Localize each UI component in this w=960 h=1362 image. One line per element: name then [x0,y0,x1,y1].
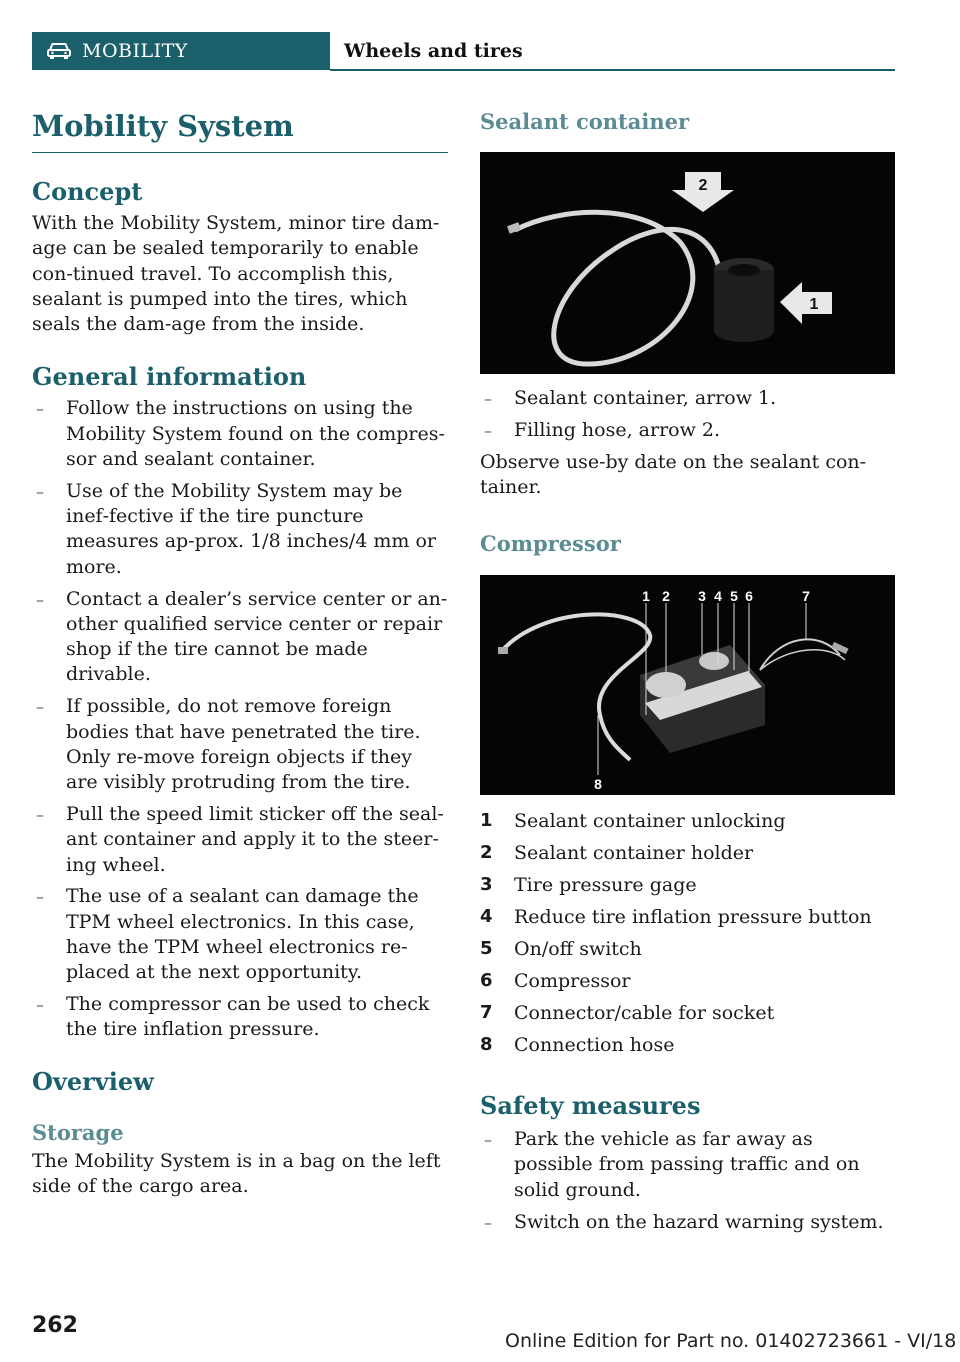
legend-item: 1 Sealant container unlocking [480,810,786,833]
compressor-legend [480,805,895,1061]
list-item: – Park the vehicle as far away as possible from passing traffic and on solid ground. [484,1128,860,1201]
figure-label: 4 [714,588,722,605]
page-header [32,32,895,70]
figure-label: 3 [698,588,706,605]
footer-edition: Online Edition for Part no. 01402723661 - VI/18 [505,1330,957,1352]
overview-heading: Overview [32,1066,154,1096]
figure-label: 2 [698,177,708,194]
figure-label: 6 [745,588,753,605]
figure-label: 2 [662,588,670,605]
page-title: Mobility System [32,109,294,143]
general-list [32,396,448,1042]
sealant-figure [480,152,895,374]
chapter-title: Wheels and tires [344,40,523,62]
section-label: MOBILITY [82,40,188,62]
sealant-heading: Sealant container [480,109,690,134]
legend-item: 4 Reduce tire inflation pressure button [480,906,872,929]
legend-item: 5 On/off switch [480,938,642,961]
right-column [480,100,895,1241]
compressor-figure [480,575,895,795]
general-heading: General information [32,362,307,392]
concept-text: With the Mobility System, minor tire dam‐age can be sealed temporarily to enable con‐tinued travel. To accomplish this, sealant is pumped into the tires, which seals the dam‐age from the inside. [32,212,440,336]
arrow-1-icon [780,282,832,324]
left-column [32,100,448,1199]
list-item: – The compressor can be used to check the tire inflation pressure. [36,993,430,1041]
compressor-illustration [480,575,895,795]
sealant-list [480,386,895,443]
list-item: – Pull the speed limit sticker off the seal‐ant container and apply it to the steer‐ing wheel. [36,802,444,876]
figure-label: 8 [594,776,602,793]
storage-heading: Storage [32,1119,124,1145]
legend-item: 3 Tire pressure gage [480,874,697,897]
figure-label: 7 [802,588,810,605]
compressor-heading: Compressor [480,531,621,557]
legend-item: 6 Compressor [480,970,631,993]
safety-heading: Safety measures [480,1091,701,1121]
list-item: – Sealant container, arrow 1. [484,387,777,409]
concept-heading: Concept [32,177,143,206]
safety-list [480,1127,895,1235]
sealant-illustration [480,152,895,374]
car-icon [46,41,72,61]
header-rule [330,69,895,71]
list-item: – Switch on the hazard warning system. [484,1210,884,1233]
page-number: 262 [32,1313,78,1338]
section-tab [32,32,330,70]
legend-item: 2 Sealant container holder [480,842,754,865]
figure-label: 1 [809,296,819,313]
list-item: – If possible, do not remove foreign bodies that have penetrated the tire. Only re‐move foreign objects if they are visibly protruding from the tire. [36,695,421,794]
title-rule [32,152,448,153]
figure-label: 5 [730,588,738,605]
list-item: – Contact a dealer’s service center or an‐other qualified service center or repair shop if the tire cannot be made drivable. [36,587,448,686]
legend-item: 8 Connection hose [480,1034,675,1057]
storage-text: The Mobility System is in a bag on the left side of the cargo area. [32,1149,441,1197]
list-item: – Follow the instructions on using the Mobility System found on the compres‐sor and sealant container. [36,397,445,471]
legend-item: 7 Connector/cable for socket [480,1002,775,1025]
figure-label: 1 [642,588,650,605]
sealant-note: Observe use-by date on the sealant con‐tainer. [480,450,867,498]
list-item: – Use of the Mobility System may be inef‐fective if the tire puncture measures ap‐prox. 1/8 inches/4 mm or more. [36,479,437,578]
list-item: – Filling hose, arrow 2. [484,418,721,441]
list-item: – The use of a sealant can damage the TPM wheel electronics. In this case, have the TPM wheel electronics re‐placed at the next opportunity. [36,885,419,984]
